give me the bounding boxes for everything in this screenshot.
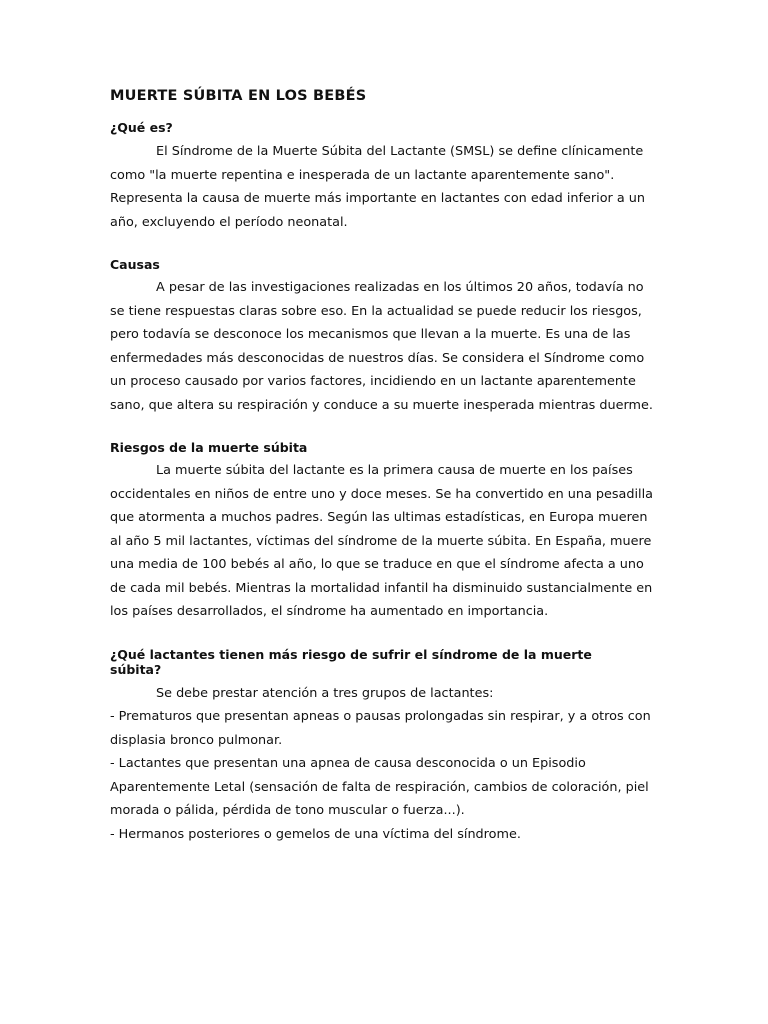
section-paragraph: A pesar de las investigaciones realizadas en los últimos 20 años, todavía no se tiene respuestas claras sobre eso. En la actualidad se puede reducir los riesgos, pero todavía se desconoce los mecanismos que llevan a la muerte. Es una de las enfermedades más desconocidas de nuestros días. Se considera el Síndrome como un proceso causado por varios factores, incidiendo en un lactante aparentemente sano, que altera su respiración y conduce a su muerte inesperada mientras duerme. [110, 280, 653, 413]
section-riesgos [110, 440, 660, 624]
section-paragraph: El Síndrome de la Muerte Súbita del Lactante (SMSL) se define clínicamente como "la muerte repentina e inesperada de un lactante aparentemente sano". Representa la causa de muerte más importante en lactantes con edad inferior a un año, excluyendo el período neonatal. [110, 144, 646, 230]
list-item: - Hermanos posteriores o gemelos de una víctima del síndrome. [110, 826, 521, 842]
section-que-es [110, 120, 660, 234]
section-heading: ¿Qué lactantes tienen más riesgo de sufrir el síndrome de la muerte súbita? [110, 646, 592, 677]
document-page [110, 86, 660, 846]
list-intro: Se debe prestar atención a tres grupos de lactantes: [156, 685, 494, 701]
section-heading: Riesgos de la muerte súbita [110, 440, 308, 455]
section-heading: ¿Qué es? [110, 120, 173, 135]
document-title: MUERTE SÚBITA EN LOS BEBÉS [110, 88, 367, 104]
section-lactantes-riesgo [110, 647, 660, 847]
list-item: - Lactantes que presentan una apnea de causa desconocida o un Episodio Aparentemente Letal (sensación de falta de respiración, cambios de coloración, piel morada o pálida, pérdida de tono muscular o fuerza...). [110, 756, 649, 818]
section-causas [110, 257, 660, 417]
section-paragraph: La muerte súbita del lactante es la primera causa de muerte en los países occidentales en niños de entre uno y doce meses. Se ha convertido en una pesadilla que atormenta a muchos padres. Según las ultimas estadísticas, en Europa mueren al año 5 mil lactantes, víctimas del síndrome de la muerte súbita. En España, muere una media de 100 bebés al año, lo que se traduce en que el síndrome afecta a uno de cada mil bebés. Mientras la mortalidad infantil ha disminuido sustancialmente en los países desarrollados, el síndrome ha aumentado en importancia. [110, 463, 654, 619]
list-item: - Prematuros que presentan apneas o pausas prolongadas sin respirar, y a otros con displasia bronco pulmonar. [110, 709, 651, 748]
section-heading: Causas [110, 257, 160, 272]
